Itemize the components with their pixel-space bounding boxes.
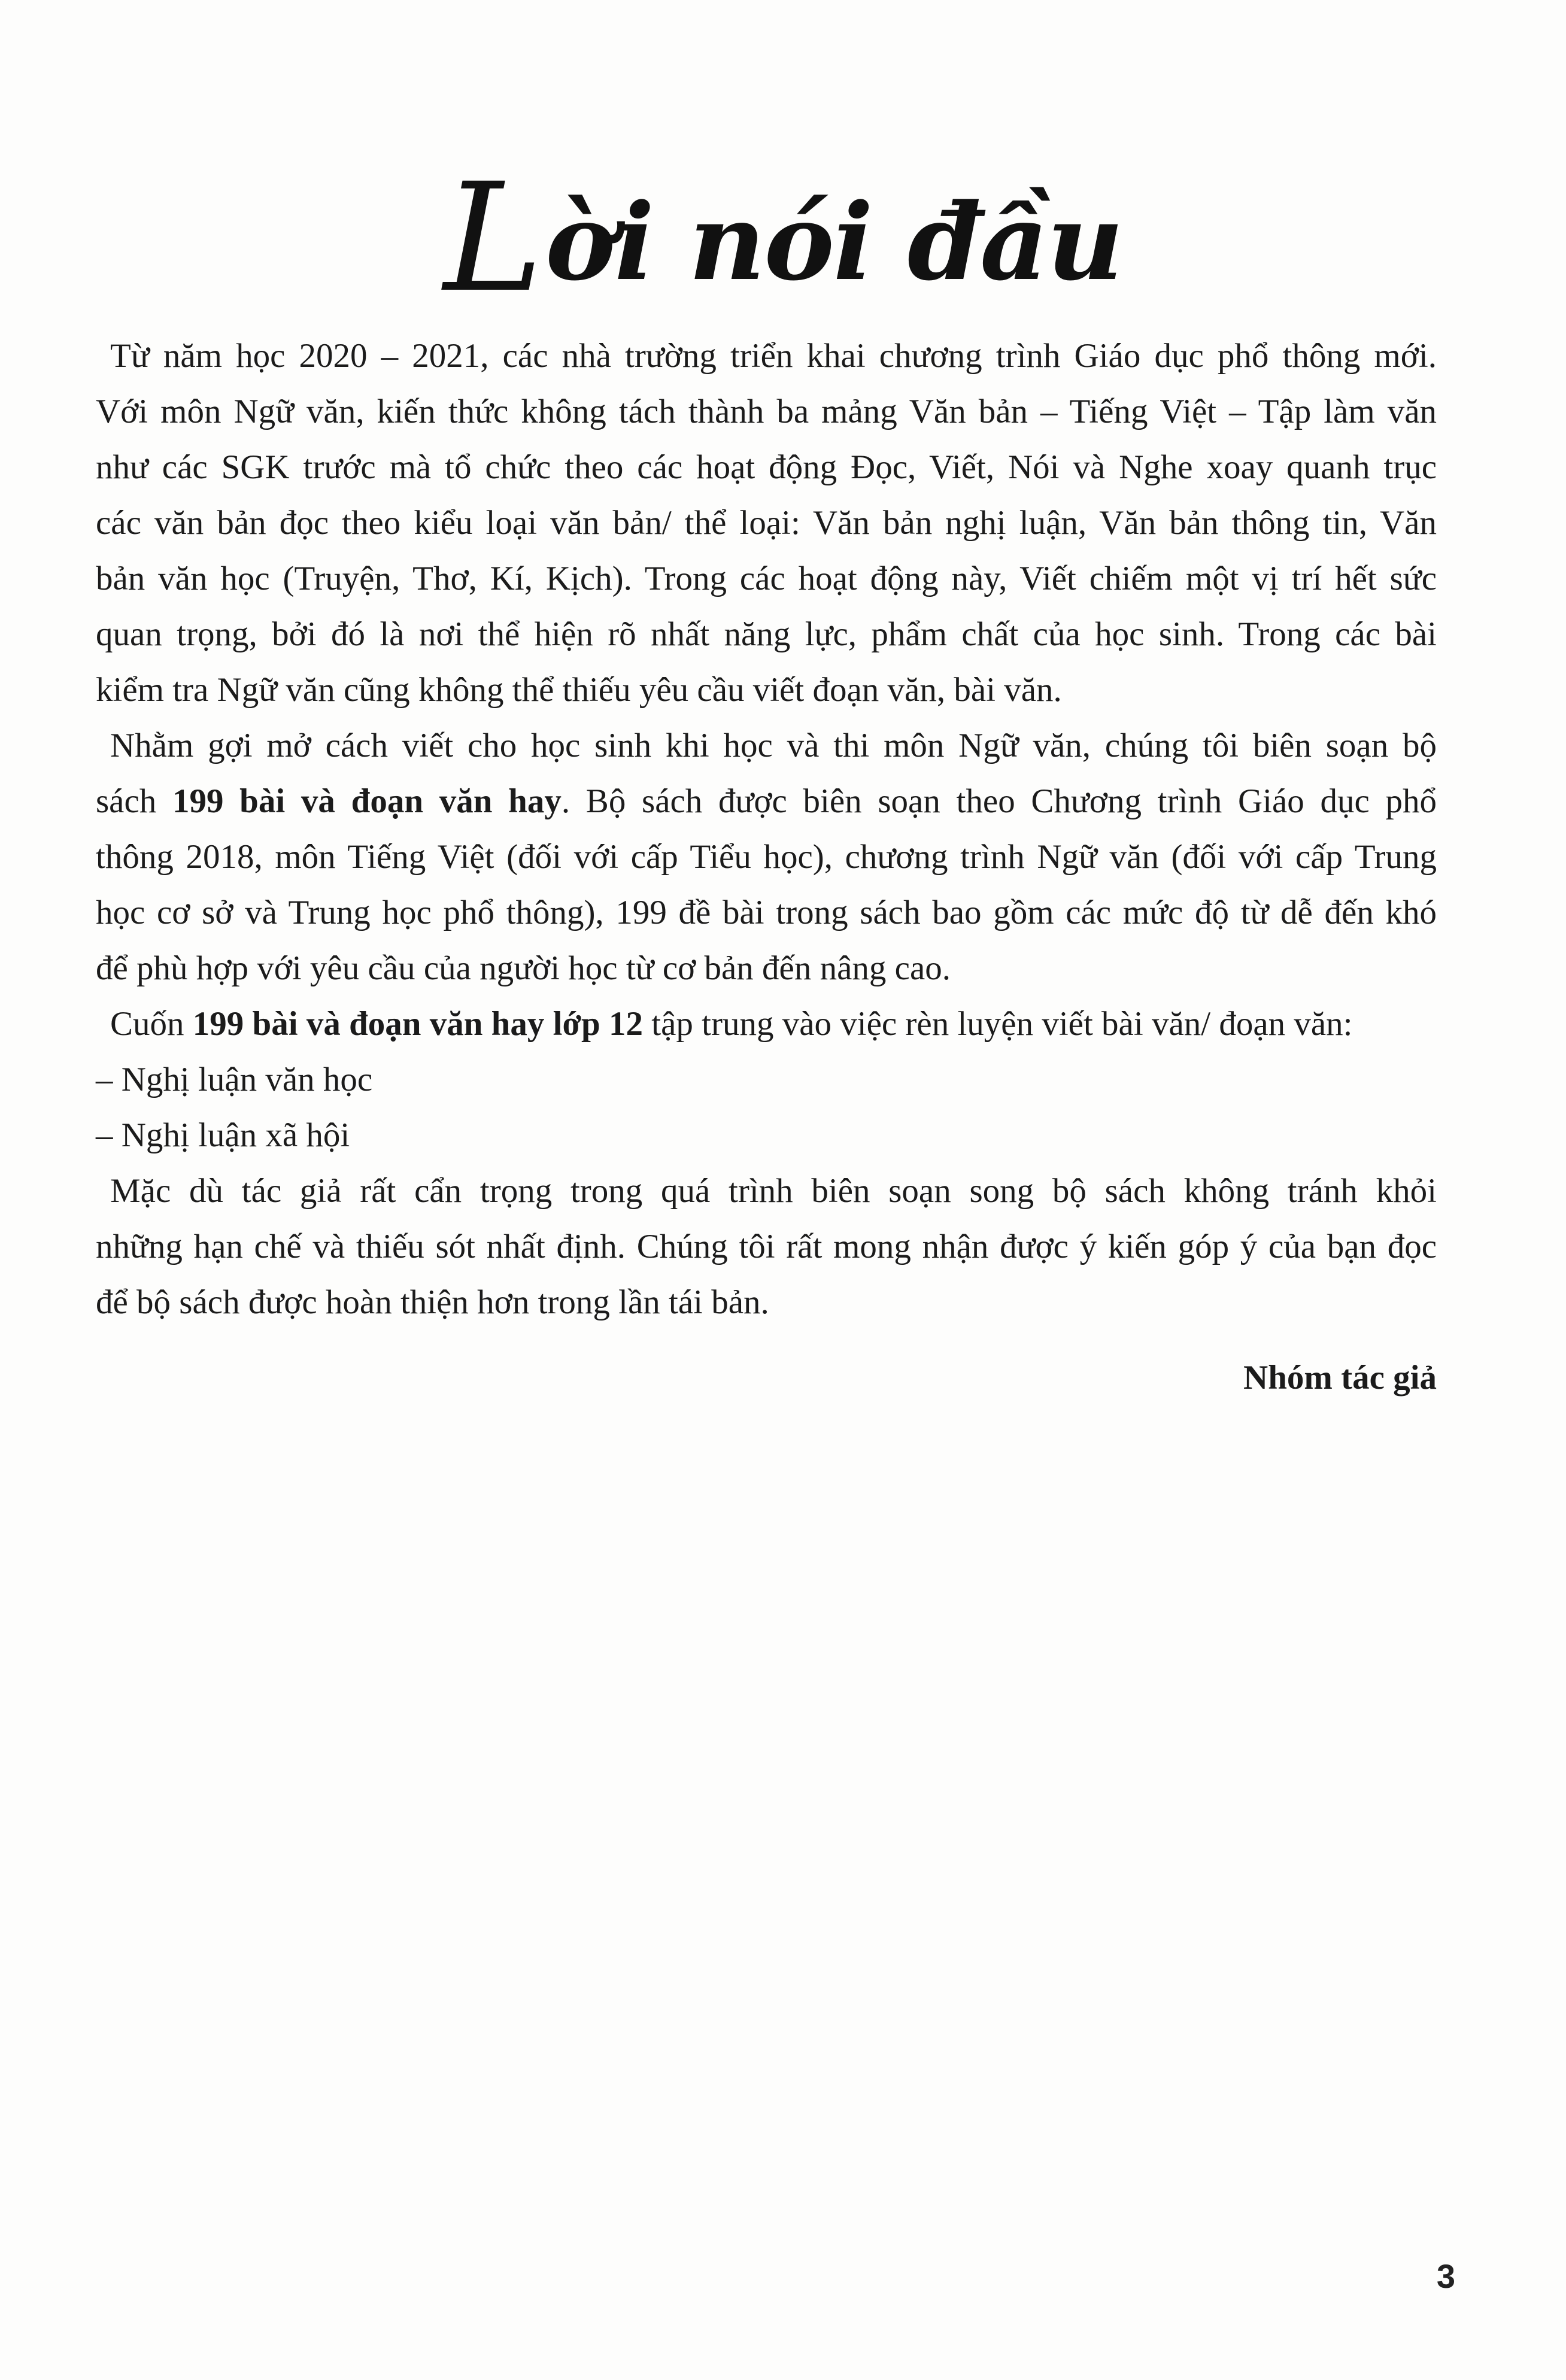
paragraph-2-line: thông 2018, môn Tiếng Việt (đối với cấp Tiểu học), chương trình Ngữ văn (đối với cấp Trung: [96, 838, 1437, 876]
paragraph-2-line: [96, 773, 1437, 829]
title-rest: ời nói đầu: [545, 180, 1123, 304]
list-item: – Nghị luận văn học: [96, 1061, 373, 1098]
paragraph-1: [96, 328, 1437, 718]
paragraph-2-text: sách: [96, 782, 172, 820]
paragraph-2-line: học cơ sở và Trung học phổ thông), 199 đề bài trong sách bao gồm các mức độ từ dễ đến khó: [96, 894, 1437, 931]
paragraph-4-line: để bộ sách được hoàn thiện hơn trong lần tái bản.: [96, 1283, 769, 1321]
page-number: 3: [1436, 2257, 1455, 2295]
list-item: – Nghị luận xã hội: [96, 1116, 350, 1154]
paragraph-1-line: các văn bản đọc theo kiểu loại văn bản/ thể loại: Văn bản nghị luận, Văn bản thông tin, Văn: [96, 504, 1437, 542]
paragraph-4-line: những hạn chế và thiếu sót nhất định. Chúng tôi rất mong nhận được ý kiến góp ý của bạn đọc: [96, 1228, 1437, 1265]
book-title-grade-bold: 199 bài và đoạn văn hay lớp 12: [192, 1005, 643, 1043]
paragraph-2-text: . Bộ sách được biên soạn theo Chương trình Giáo dục phổ: [561, 782, 1437, 820]
paragraph-1-line: kiểm tra Ngữ văn cũng không thể thiếu yêu cầu viết đoạn văn, bài văn.: [96, 671, 1062, 709]
paragraph-3-text: Cuốn: [110, 1005, 193, 1043]
paragraph-2: [96, 718, 1437, 996]
paragraph-4-line: Mặc dù tác giả rất cẩn trọng trong quá trình biên soạn song bộ sách không tránh khỏi: [110, 1172, 1437, 1210]
paragraph-3: [96, 996, 1437, 1052]
paragraph-2-line: để phù hợp với yêu cầu của người học từ cơ bản đến nâng cao.: [96, 949, 951, 987]
paragraph-1-line: như các SGK trước mà tổ chức theo các hoạt động Đọc, Viết, Nói và Nghe xoay quanh trục: [96, 448, 1437, 486]
paragraph-1-line: Với môn Ngữ văn, kiến thức không tách thành ba mảng Văn bản – Tiếng Việt – Tập làm văn: [96, 393, 1437, 430]
paragraph-1-line: quan trọng, bởi đó là nơi thể hiện rõ nhất năng lực, phẩm chất của học sinh. Trong các bài: [96, 615, 1437, 653]
paragraph-3-text: tập trung vào việc rèn luyện viết bài văn/ đoạn văn:: [642, 1005, 1353, 1043]
book-title-bold: 199 bài và đoạn văn hay: [172, 782, 562, 820]
paragraph-1-line: bản văn học (Truyện, Thơ, Kí, Kịch). Trong các hoạt động này, Viết chiếm một vị trí hết sức: [96, 560, 1437, 597]
author-signature: Nhóm tác giả: [1243, 1359, 1437, 1397]
paragraph-1-line: Từ năm học 2020 – 2021, các nhà trường triển khai chương trình Giáo dục phổ thông mới.: [110, 337, 1437, 375]
paragraph-4: [96, 1163, 1437, 1330]
paragraph-3-line: [96, 996, 1437, 1052]
title-initial: L: [443, 151, 542, 325]
preface-body: [96, 328, 1437, 1330]
paragraph-2-line: Nhằm gợi mở cách viết cho học sinh khi học và thi môn Ngữ văn, chúng tôi biên soạn bộ: [110, 727, 1437, 764]
topic-list: [96, 1052, 1437, 1163]
page-title: [0, 151, 1566, 325]
